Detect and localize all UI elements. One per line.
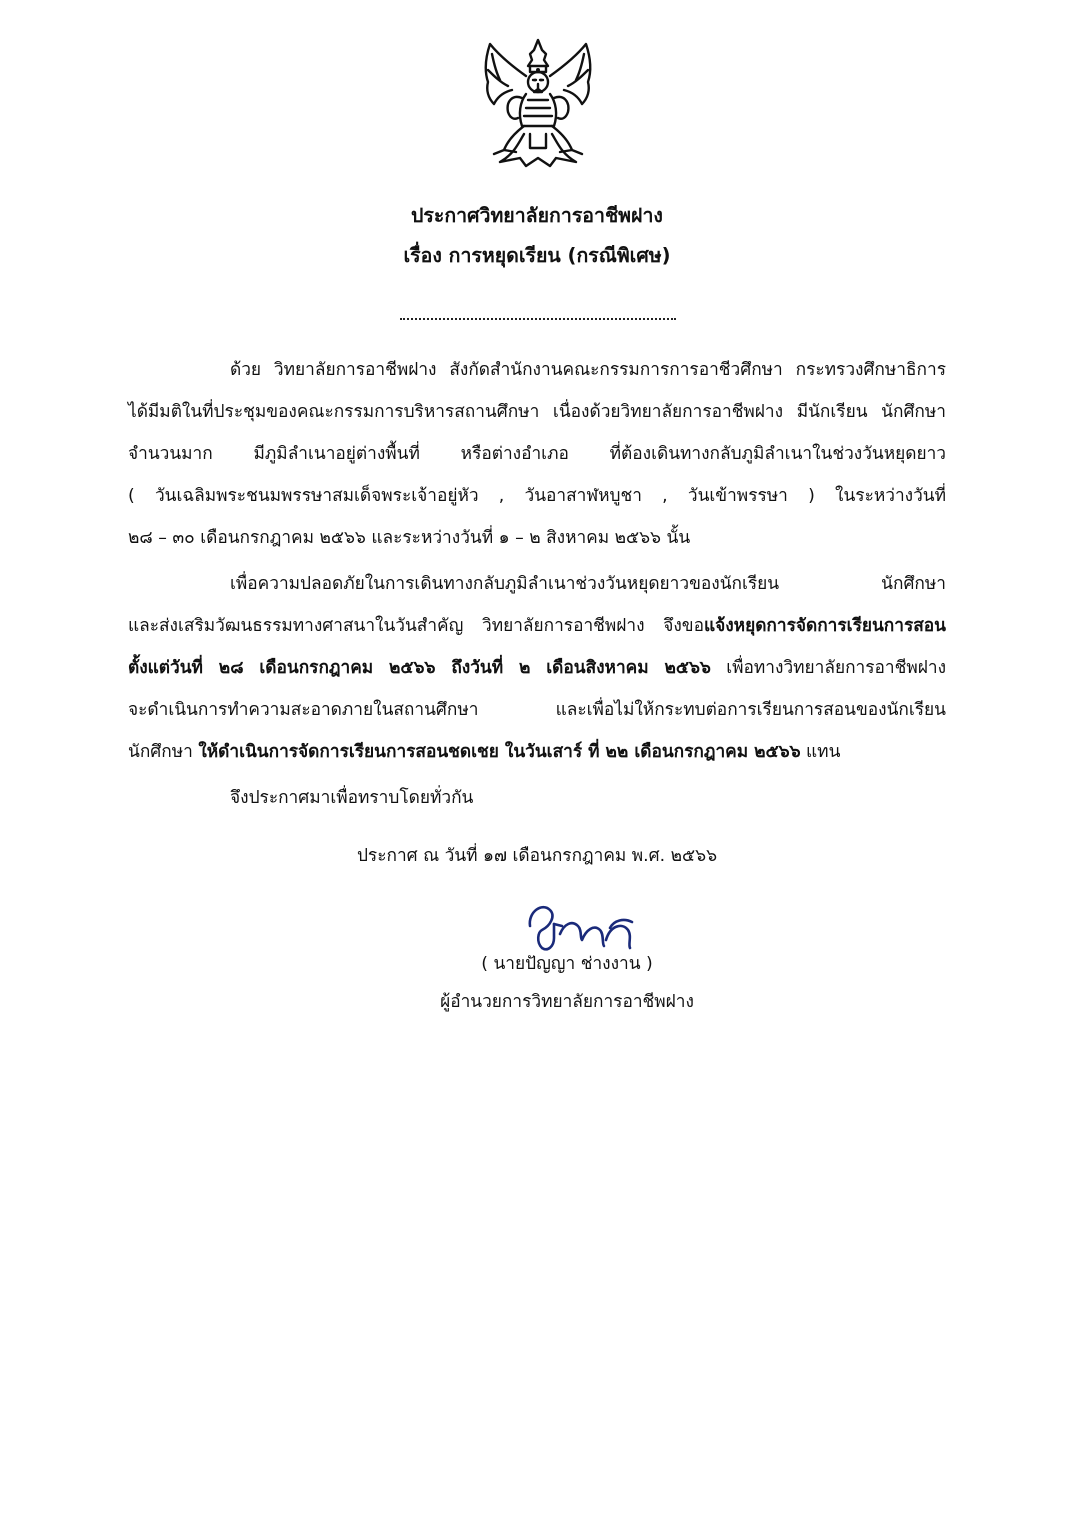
para2-line1: เพื่อความปลอดภัยในการเดินทางกลับภูมิลำเนาช่วงวันหยุดยาวของนักเรียน นักศึกษา xyxy=(230,574,946,594)
para2-line3-normal: เพื่อทางวิทยาลัยการอาชีพฝาง xyxy=(710,658,947,678)
announced-date: ประกาศ ณ วันที่ ๑๗ เดือนกรกฎาคม พ.ศ. ๒๕๖๖ xyxy=(356,846,718,866)
signer-position: ผู้อำนวยการวิทยาลัยการอาชีพฝาง xyxy=(440,992,694,1012)
para2-line4: จะดำเนินการทำความสะอาดภายในสถานศึกษา และเพื่อไม่ให้กระทบต่อการเรียนการสอนของนักเรียน xyxy=(128,700,946,720)
para2-line2-normal: และส่งเสริมวัฒนธรรมทางศาสนาในวันสำคัญ วิทยาลัยการอาชีพฝาง จึงขอ xyxy=(128,616,704,636)
handwritten-signature xyxy=(520,890,638,956)
para2-line3-bold: ตั้งแต่วันที่ ๒๘ เดือนกรกฎาคม ๒๕๖๖ ถึงวันที่ ๒ เดือนสิงหาคม ๒๕๖๖ xyxy=(128,658,711,678)
para2-line3 xyxy=(128,656,946,680)
para1-line1: ด้วย วิทยาลัยการอาชีพฝาง สังกัดสำนักงานคณะกรรมการการอาชีวศึกษา กระทรวงศึกษาธิการ xyxy=(230,360,946,380)
para2-line2 xyxy=(128,614,946,638)
para2-line5-bold: ให้ดำเนินการจัดการเรียนการสอนชดเชย ในวันเสาร์ ที่ ๒๒ เดือนกรกฎาคม ๒๕๖๖ xyxy=(198,742,801,762)
announcement-title: ประกาศวิทยาลัยการอาชีพฝาง xyxy=(411,204,663,227)
para1-line2: ได้มีมติในที่ประชุมของคณะกรรมการบริหารสถานศึกษา เนื่องด้วยวิทยาลัยการอาชีพฝาง มีนักเรียน นักศึกษา xyxy=(128,402,946,422)
para2-line5 xyxy=(128,740,840,764)
para1-line4: ( วันเฉลิมพระชนมพรรษาสมเด็จพระเจ้าอยู่หัว , วันอาสาฬหบูชา , วันเข้าพรรษา ) ในระหว่างวันที่ xyxy=(128,486,946,506)
announcement-subject: เรื่อง การหยุดเรียน (กรณีพิเศษ) xyxy=(403,244,671,267)
signer-name: ( นายปัญญา ช่างงาน ) xyxy=(481,954,653,974)
para2-line5-normal-a: นักศึกษา xyxy=(128,742,199,762)
para1-line5: ๒๘ – ๓๐ เดือนกรกฎาคม ๒๕๖๖ และระหว่างวันที่ ๑ – ๒ สิงหาคม ๒๕๖๖ นั้น xyxy=(128,528,691,548)
para2-line5-normal-b: แทน xyxy=(800,742,841,762)
closing-statement: จึงประกาศมาเพื่อทราบโดยทั่วกัน xyxy=(230,788,474,808)
garuda-emblem-icon xyxy=(464,36,612,172)
para1-line3: จำนวนมาก มีภูมิลำเนาอยู่ต่างพื้นที่ หรือต่างอำเภอ ที่ต้องเดินทางกลับภูมิลำเนาในช่วงวันหยุดยาว xyxy=(128,444,946,464)
dotted-divider xyxy=(400,318,676,320)
para2-line2-bold: แจ้งหยุดการจัดการเรียนการสอน xyxy=(703,616,946,636)
